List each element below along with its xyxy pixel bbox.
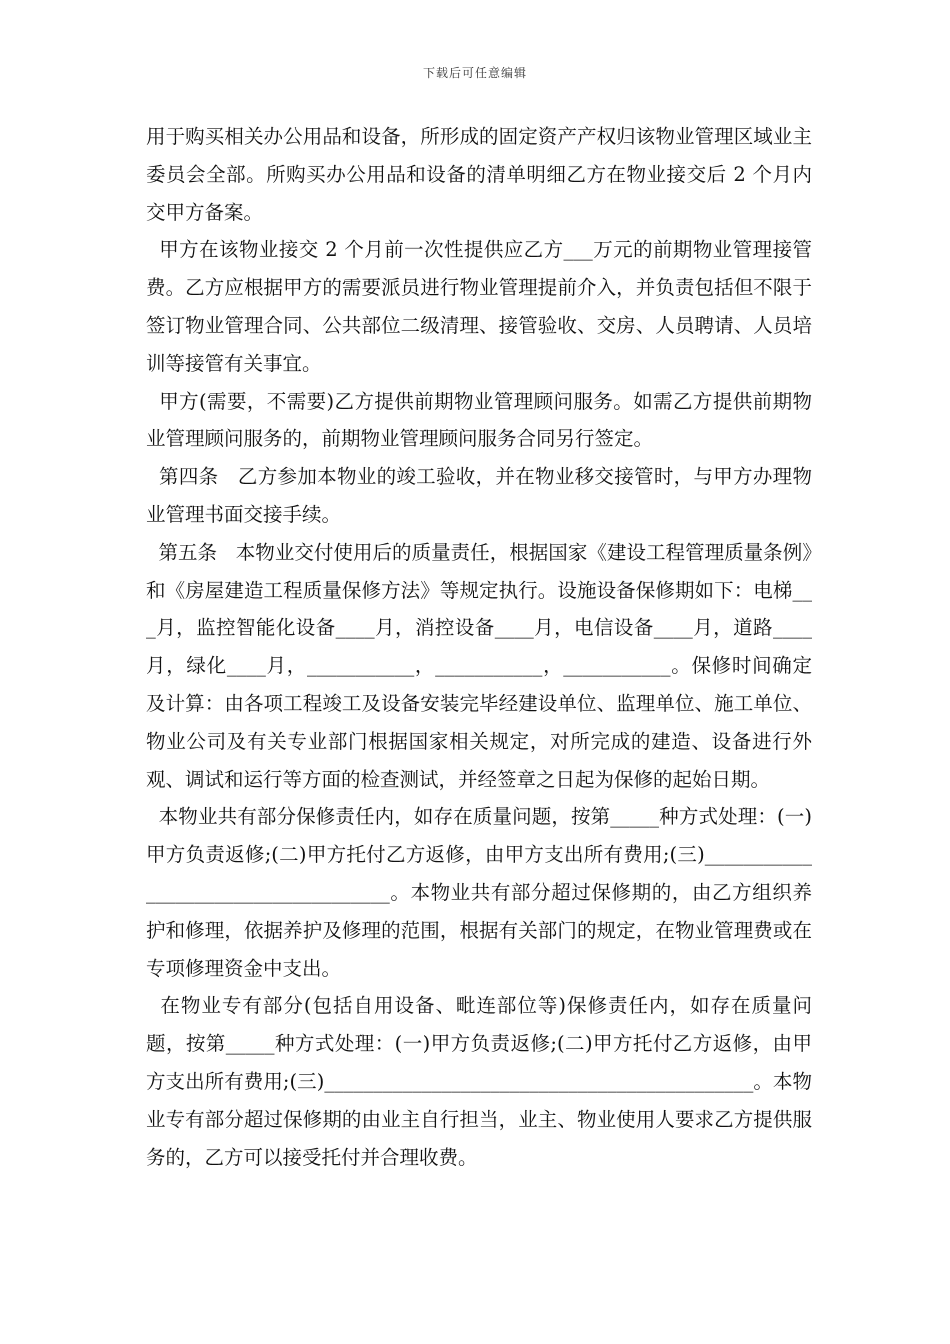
paragraph-office-equipment: 用于购买相关办公用品和设备，所形成的固定资产产权归该物业管理区域业主委员会全部。所购买办公用品和设备的清单明细乙方在物业接交后 2 个月内交甲方备案。 (146, 125, 812, 224)
page-header-note: 下载后可任意编辑 (422, 66, 527, 80)
document-body (146, 118, 812, 1176)
paragraph-consulting-service: 甲方(需要，不需要)乙方提供前期物业管理顾问服务。如需乙方提供前期物业管理顾问服务的，前期物业管理顾问服务合同另行签定。 (146, 389, 812, 451)
paragraph-common-area-warranty: 本物业共有部分保修责任内，如存在质量问题，按第_____种方式处理：(一)甲方负责返修;(二)甲方托付乙方返修，由甲方支出所有费用;(三)____________________________________。本物业共有部分超过保修期的，由乙方组织养护和修理，依据养护及修理的范围，根据有关部门的规定，在物业管理费或在专项修理资金中支出。 (146, 805, 812, 980)
paragraph-private-area-warranty: 在物业专有部分(包括自用设备、毗连部位等)保修责任内，如存在质量问题，按第_____种方式处理：(一)甲方负责返修;(二)甲方托付乙方返修，由甲方支出所有费用;(三)____________________________________________。本物业专有部分超过保修期的由业主自行担当，业主、物业使用人要求乙方提供服务的，乙方可以接受托付并合理收费。 (146, 994, 812, 1169)
paragraph-takeover-fee: 甲方在该物业接交 2 个月前一次性提供应乙方___万元的前期物业管理接管费。乙方应根据甲方的需要派员进行物业管理提前介入，并负责包括但不限于签订物业管理合同、公共部位二级清理、接管验收、交房、人员聘请、人员培训等接管有关事宜。 (146, 238, 812, 375)
paragraph-article-five: 第五条 本物业交付使用后的质量责任，根据国家《建设工程管理质量条例》和《房屋建造工程质量保修方法》等规定执行。设施设备保修期如下：电梯___月，监控智能化设备____月，消控设备____月，电信设备____月，道路____月，绿化____月，___________，___________，___________。保修时间确定及计算：由各项工程竣工及设备安装完毕经建设单位、监理单位、施工单位、物业公司及有关专业部门根据国家相关规定，对所完成的建造、设备进行外观、调试和运行等方面的检查测试，并经签章之日起为保修的起始日期。 (146, 540, 812, 791)
paragraph-article-four: 第四条 乙方参加本物业的竣工验收，并在物业移交接管时，与甲方办理物业管理书面交接手续。 (146, 465, 812, 526)
